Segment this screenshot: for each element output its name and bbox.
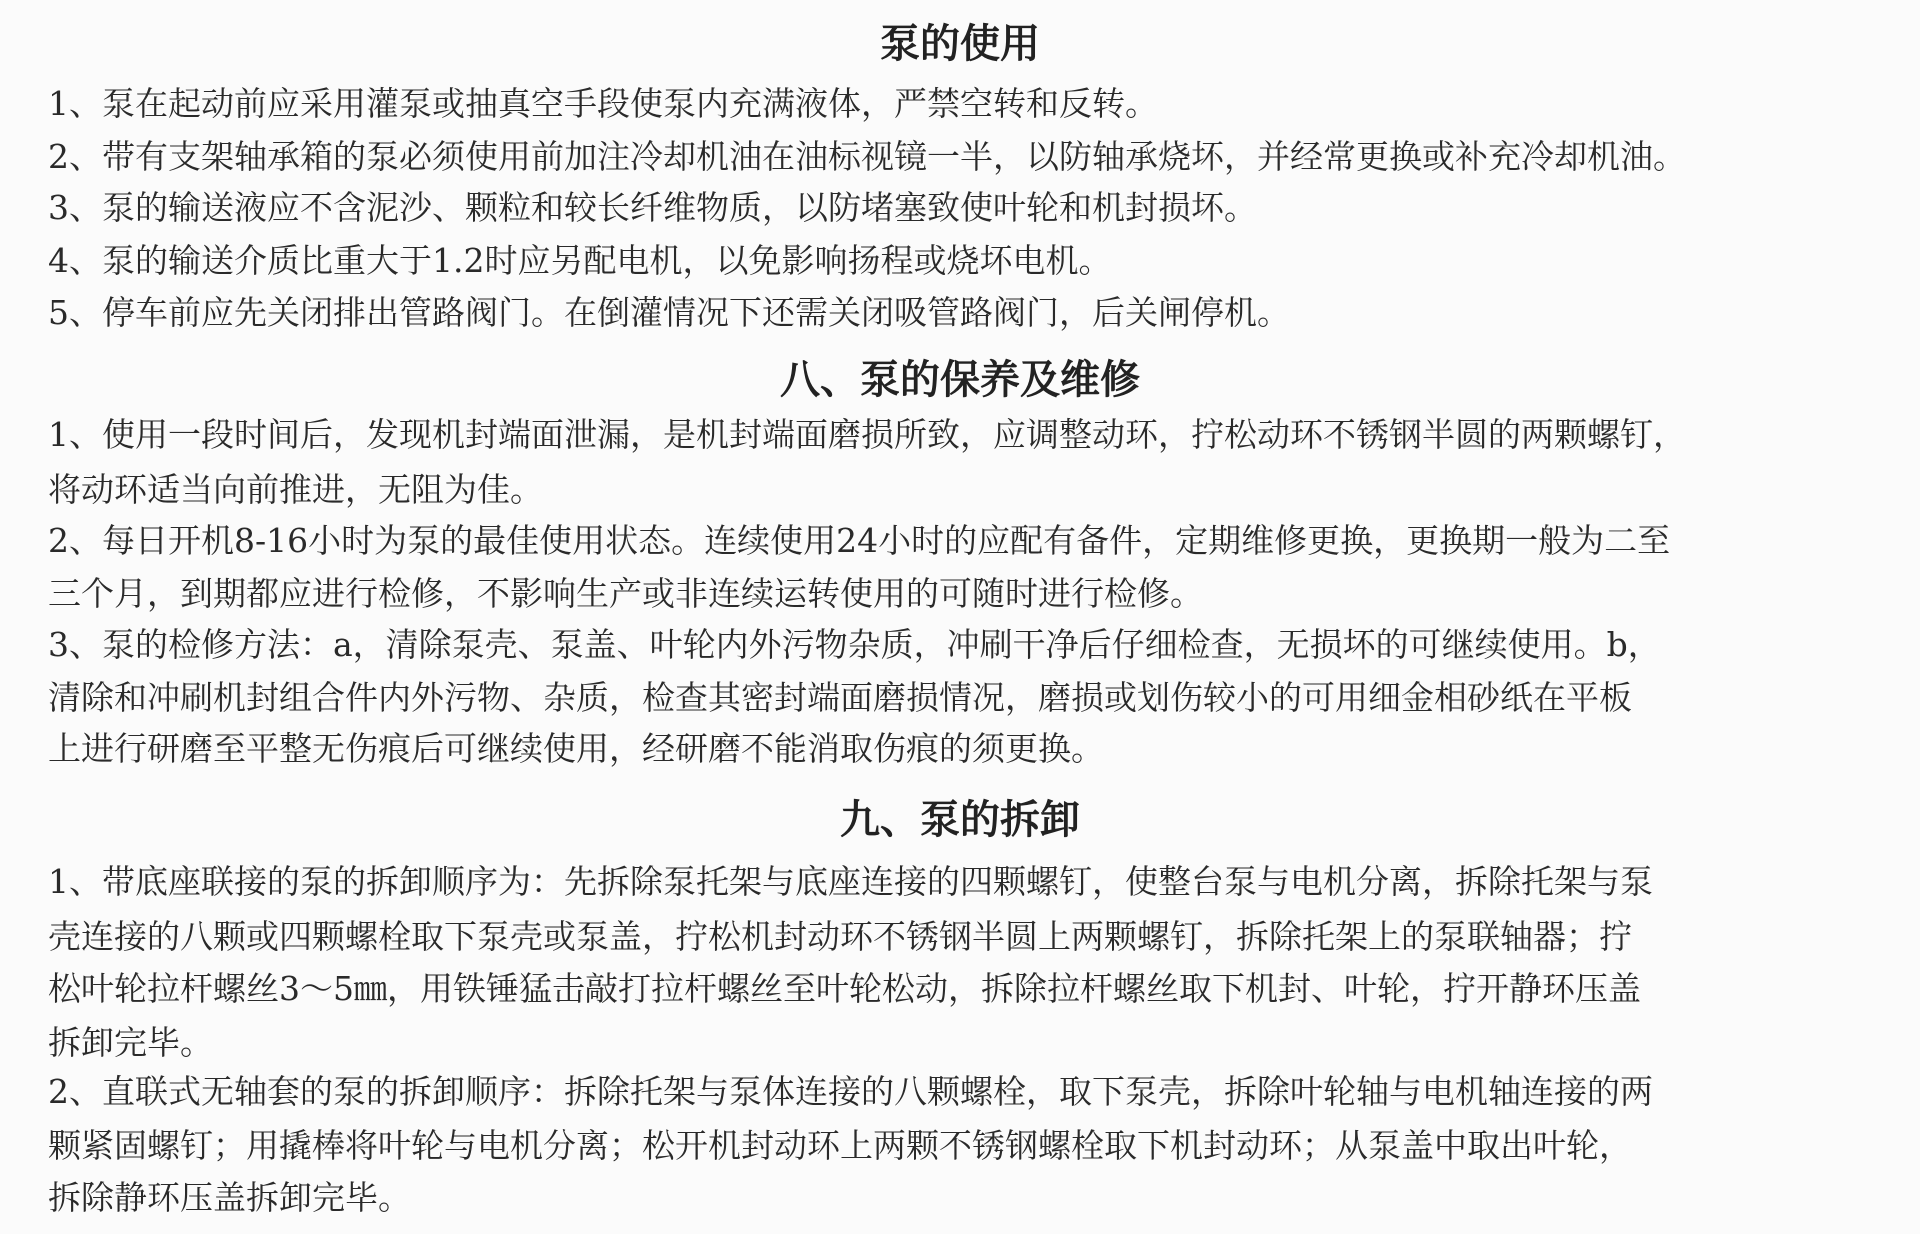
text-line: 拆除静环压盖拆卸完毕。 [48,1178,411,1217]
text-line: 2、直联式无轴套的泵的拆卸顺序：拆除托架与泵体连接的八颗螺栓，取下泵壳，拆除叶轮轴与电机轴连接的两 [48,1072,1653,1111]
text-line: 3、泵的检修方法：a，清除泵壳、泵盖、叶轮内外污物杂质，冲刷干净后仔细检查，无损坏的可继续使用。b， [48,625,1661,664]
text-line: 拆卸完毕。 [48,1023,213,1062]
text-line: 1、使用一段时间后，发现机封端面泄漏，是机封端面磨损所致，应调整动环，拧松动环不锈钢半圆的两颗螺钉， [48,415,1686,454]
text-line: 三个月，到期都应进行检修，不影响生产或非连续运转使用的可随时进行检修。 [48,574,1203,613]
text-line: 将动环适当向前推进，无阻为佳。 [48,470,543,509]
text-line: 1、泵在起动前应采用灌泵或抽真空手段使泵内充满液体，严禁空转和反转。 [48,84,1158,123]
text-line: 2、带有支架轴承箱的泵必须使用前加注冷却机油在油标视镜一半，以防轴承烧坏，并经常更换或补充冷却机油。 [48,137,1686,176]
text-line: 松叶轮拉杆螺丝3～5㎜，用铁锤猛击敲打拉杆螺丝至叶轮松动，拆除拉杆螺丝取下机封、叶轮，拧开静环压盖 [48,969,1641,1008]
section-heading-disassembly: 九、泵的拆卸 [840,797,1080,843]
text-line: 3、泵的输送液应不含泥沙、颗粒和较长纤维物质，以防堵塞致使叶轮和机封损坏。 [48,188,1257,227]
section-heading-maintenance: 八、泵的保养及维修 [780,357,1140,403]
section-heading-pump-usage: 泵的使用 [880,21,1040,67]
text-line: 颗紧固螺钉；用撬棒将叶轮与电机分离；松开机封动环上两颗不锈钢螺栓取下机封动环；从泵盖中取出叶轮， [48,1126,1632,1165]
text-line: 5、停车前应先关闭排出管路阀门。在倒灌情况下还需关闭吸管路阀门，后关闸停机。 [48,293,1290,332]
text-line: 上进行研磨至平整无伤痕后可继续使用，经研磨不能消取伤痕的须更换。 [48,729,1104,768]
text-line: 1、带底座联接的泵的拆卸顺序为：先拆除泵托架与底座连接的四颗螺钉，使整台泵与电机分离，拆除托架与泵 [48,862,1653,901]
text-line: 清除和冲刷机封组合件内外污物、杂质，检查其密封端面磨损情况，磨损或划伤较小的可用细金相砂纸在平板 [48,678,1632,717]
text-line: 2、每日开机8-16小时为泵的最佳使用状态。连续使用24小时的应配有备件，定期维修更换，更换期一般为二至 [48,521,1671,560]
text-line: 4、泵的输送介质比重大于1.2时应另配电机，以免影响扬程或烧坏电机。 [48,241,1112,280]
text-line: 壳连接的八颗或四颗螺栓取下泵壳或泵盖，拧松机封动环不锈钢半圆上两颗螺钉，拆除托架上的泵联轴器；拧 [48,917,1632,956]
